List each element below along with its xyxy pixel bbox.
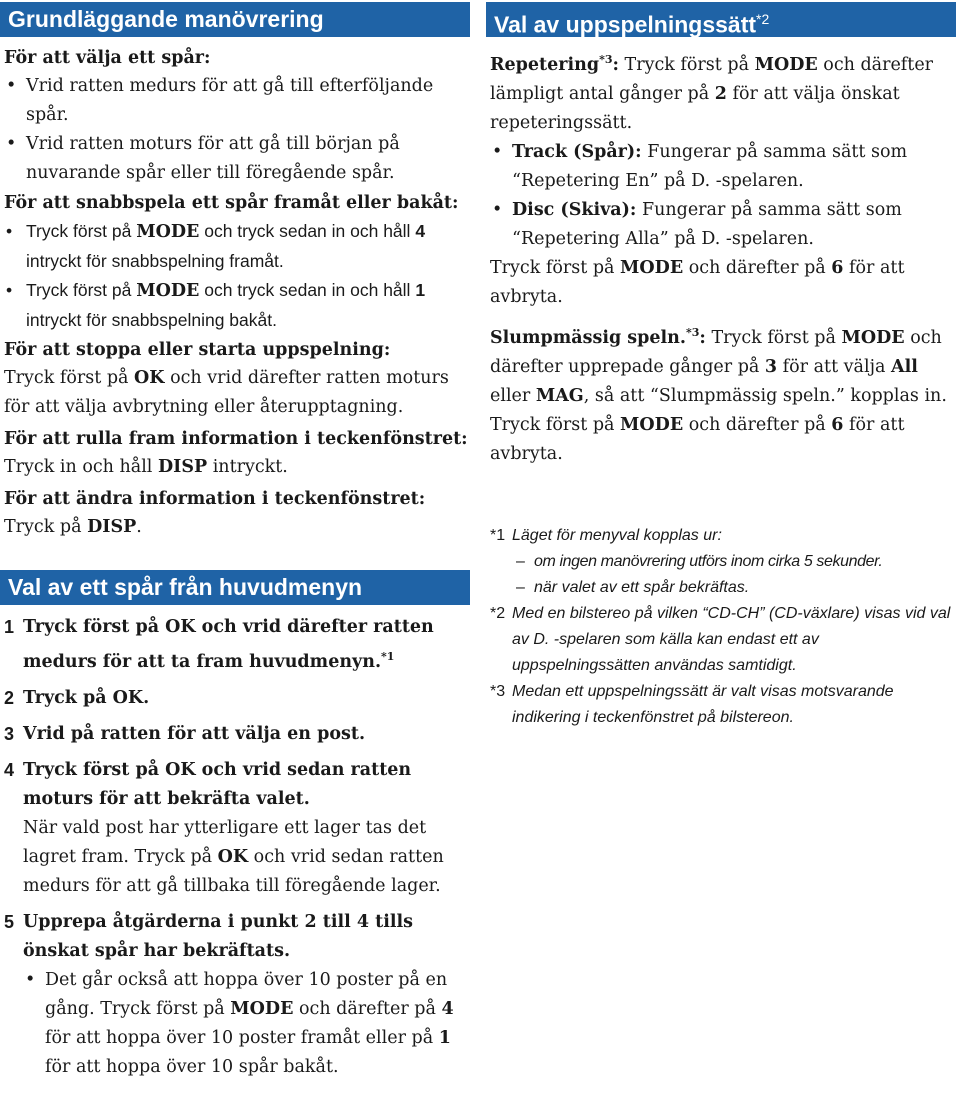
text-run: tills önskat spår har bekräftats. bbox=[23, 911, 414, 961]
section-header-basic-operation bbox=[0, 2, 470, 37]
list-item: • Vrid ratten medurs för att gå till efterföljande spår. bbox=[4, 72, 470, 130]
text-run: och tryck sedan in och håll bbox=[199, 221, 416, 241]
text-run: och tryck sedan in och håll bbox=[199, 280, 416, 300]
text-run: OK bbox=[134, 368, 165, 388]
change-info-section bbox=[4, 486, 470, 542]
footnote-3 bbox=[490, 679, 956, 731]
change-info-heading: För att ändra information i teckenfönstret: bbox=[4, 489, 426, 509]
text-run: Tryck först på bbox=[618, 54, 755, 75]
text-run: MODE bbox=[841, 327, 905, 348]
text-run: Fungerar på samma sätt som “Repetering Alla” på D. -spelaren. bbox=[512, 199, 902, 249]
scroll-info-text bbox=[4, 453, 470, 482]
step-5-list bbox=[23, 966, 470, 1082]
footnote-ref: *3 bbox=[599, 53, 613, 66]
footnote-mark: *2 bbox=[490, 604, 506, 622]
text-run: Tryck först på bbox=[705, 327, 842, 348]
text-run: MODE bbox=[620, 414, 684, 435]
text-run: och därefter upprepade gånger på bbox=[490, 327, 942, 377]
text-run: MODE bbox=[620, 257, 684, 278]
text-run: 6 bbox=[831, 414, 844, 435]
footnote-2 bbox=[490, 601, 956, 679]
text-run: Fungerar på samma sätt som “Repetering En” på D. -spelaren. bbox=[512, 141, 908, 191]
text-run: 3 bbox=[764, 356, 778, 377]
text-run: Slumpmässig speln. bbox=[490, 327, 686, 348]
footnote-1-item bbox=[512, 575, 956, 601]
left-column bbox=[0, 0, 470, 1089]
list-item bbox=[23, 966, 470, 1082]
text-run: eller bbox=[490, 385, 536, 406]
text-run: 4 bbox=[415, 221, 426, 241]
text-run: 4 bbox=[356, 911, 370, 932]
list-item bbox=[490, 196, 956, 254]
footnote-text: Läget för menyval kopplas ur: bbox=[512, 526, 722, 544]
section-header-text: Grundläggande manövrering bbox=[8, 6, 324, 32]
text-run: för att hoppa över 10 poster framåt eller på bbox=[45, 1027, 439, 1048]
text-run: Tryck först på bbox=[490, 414, 621, 435]
text-run: och därefter på bbox=[683, 414, 832, 435]
repeat-text bbox=[490, 45, 956, 138]
list-item bbox=[4, 217, 470, 276]
text-run: 6 bbox=[831, 257, 844, 278]
text-run: DISP bbox=[157, 457, 208, 477]
step-text: Tryck på OK. bbox=[23, 687, 150, 708]
text-run: MAG bbox=[535, 385, 584, 406]
text-run: När vald post har ytterligare ett lager tas det lagret fram. Tryck på bbox=[23, 817, 427, 867]
text-run: Tryck först på bbox=[4, 368, 135, 388]
text-run: , så att “Slumpmässig speln.” kopplas in. bbox=[583, 385, 947, 406]
scroll-info-heading: För att rulla fram information i teckenfönstret: bbox=[4, 429, 468, 449]
fast-forward-section bbox=[4, 190, 470, 335]
change-info-text bbox=[4, 513, 470, 542]
text-run: Tryck in och håll bbox=[4, 457, 158, 477]
scroll-info-section bbox=[4, 426, 470, 482]
steps-list bbox=[4, 613, 470, 1082]
step-5 bbox=[4, 908, 470, 1082]
text-run: intryckt för snabbspelning bakåt. bbox=[26, 310, 277, 330]
step-text: Tryck först på OK och vrid sedan ratten moturs för att bekräfta valet. bbox=[23, 759, 412, 809]
text-run: : bbox=[699, 327, 706, 348]
text-run: 4 bbox=[441, 998, 454, 1019]
text-run: för att välja bbox=[777, 356, 891, 377]
text-run: och vrid sedan ratten medurs för att gå tillbaka till föregående lager. bbox=[23, 846, 444, 896]
footnote-1 bbox=[490, 523, 956, 549]
random-text bbox=[490, 318, 956, 411]
footnote-ref: *1 bbox=[381, 650, 395, 663]
text-run: : bbox=[612, 54, 619, 75]
text-run: 1 bbox=[415, 280, 426, 300]
text-run: för att välja önskat repeteringssätt. bbox=[490, 83, 900, 133]
select-track-heading: För att välja ett spår: bbox=[4, 48, 211, 68]
step-note bbox=[23, 814, 470, 901]
right-column bbox=[486, 0, 956, 731]
text-run: MODE bbox=[136, 281, 200, 301]
fast-forward-heading: För att snabbspela ett spår framåt eller bakåt: bbox=[4, 193, 459, 213]
text-run: MODE bbox=[136, 222, 200, 242]
text-run: och därefter på bbox=[293, 998, 442, 1019]
repeat-cancel-text bbox=[490, 254, 956, 312]
text-run: All bbox=[891, 356, 918, 377]
text-run: för att avbryta. bbox=[490, 414, 905, 464]
text-run: Tryck på bbox=[4, 517, 88, 537]
footnotes bbox=[490, 523, 956, 731]
text-run: Track (Spår): bbox=[512, 141, 642, 162]
repeat-list bbox=[490, 138, 956, 254]
text-run: Disc (Skiva): bbox=[512, 199, 637, 220]
section-header-playback-mode bbox=[486, 2, 956, 37]
footnote-text: Medan ett uppspelningssätt är valt visas motsvarande indikering i teckenfönstret på bilstereon. bbox=[512, 682, 894, 726]
main-menu-section bbox=[4, 613, 470, 1082]
text-run: MODE bbox=[754, 54, 818, 75]
stop-start-heading: För att stoppa eller starta uppspelning: bbox=[4, 340, 391, 360]
text-run: 2 bbox=[304, 911, 317, 932]
step-number: 3 bbox=[4, 723, 15, 744]
step-number: 4 bbox=[4, 759, 15, 780]
text-run: och därefter lämpligt antal gånger på bbox=[490, 54, 934, 104]
footnote-text: Med en bilstereo på vilken “CD-CH” (CD-växlare) visas vid val av D. -spelaren som källa kan endast ett av uppspelningssätten användas samtidigt. bbox=[512, 604, 951, 674]
footnote-ref: *2 bbox=[756, 11, 770, 27]
step-number: 1 bbox=[4, 617, 15, 637]
footnote-mark: *3 bbox=[490, 682, 506, 700]
text-run: Tryck först på OK och vrid därefter ratten medurs för att ta fram huvudmenyn. bbox=[23, 617, 434, 672]
text-run: 2 bbox=[714, 83, 727, 104]
repeat-section bbox=[490, 45, 956, 312]
step-text: Vrid på ratten för att välja en post. bbox=[23, 723, 366, 744]
text-run: Det går också att hoppa över 10 poster på en gång. Tryck först på bbox=[45, 969, 448, 1019]
text-run: till bbox=[316, 911, 357, 932]
stop-start-section bbox=[4, 337, 470, 422]
step-text bbox=[23, 613, 470, 677]
footnote-mark: *1 bbox=[490, 526, 506, 544]
footnote-1-item bbox=[512, 549, 956, 575]
step-text bbox=[23, 908, 470, 966]
list-item bbox=[4, 276, 470, 335]
text-run: Upprepa åtgärderna i punkt bbox=[23, 911, 305, 932]
text-run: om ingen manövrering utförs inom cirka 5 sekunder. bbox=[534, 552, 883, 570]
step-3 bbox=[4, 720, 470, 749]
stop-start-text bbox=[4, 364, 470, 422]
step-2 bbox=[4, 684, 470, 713]
text-run: när valet av ett spår bekräftas. bbox=[534, 578, 750, 596]
section-header-text: Val av ett spår från huvudmenyn bbox=[8, 574, 363, 600]
text-run: för att hoppa över 10 spår bakåt. bbox=[45, 1056, 339, 1077]
text-run: . bbox=[136, 517, 142, 537]
fast-forward-list bbox=[4, 217, 470, 335]
section-header-main-menu bbox=[0, 570, 470, 605]
list-item: • Vrid ratten moturs för att gå till början på nuvarande spår eller till föregående spår. bbox=[4, 130, 470, 188]
text-run: intryckt. bbox=[207, 457, 288, 477]
text-run: för att avbryta. bbox=[490, 257, 905, 307]
text-run: Tryck först på bbox=[26, 280, 137, 300]
text-run: OK bbox=[217, 846, 249, 867]
step-4 bbox=[4, 756, 470, 901]
select-track-list bbox=[4, 72, 470, 188]
list-item bbox=[490, 138, 956, 196]
text-run: och därefter på bbox=[683, 257, 832, 278]
text-run: 1 bbox=[438, 1027, 451, 1048]
text-run: DISP bbox=[87, 517, 137, 537]
text-run: Tryck först på bbox=[490, 257, 621, 278]
step-number: 5 bbox=[4, 911, 15, 932]
text-run: och vrid därefter ratten moturs för att välja avbrytning eller återupptagning. bbox=[4, 368, 449, 417]
step-1 bbox=[4, 613, 470, 677]
section-header-text: Val av uppspelningssätt bbox=[494, 11, 757, 38]
text-run: Repetering bbox=[490, 54, 600, 75]
select-track-section bbox=[4, 45, 470, 188]
random-cancel-text bbox=[490, 411, 956, 469]
text-run: Tryck först på bbox=[26, 221, 137, 241]
random-section bbox=[490, 318, 956, 469]
text-run: intryckt för snabbspelning framåt. bbox=[26, 251, 284, 271]
footnote-ref: *3 bbox=[686, 325, 700, 339]
text-run: MODE bbox=[230, 998, 294, 1019]
step-number: 2 bbox=[4, 687, 15, 708]
